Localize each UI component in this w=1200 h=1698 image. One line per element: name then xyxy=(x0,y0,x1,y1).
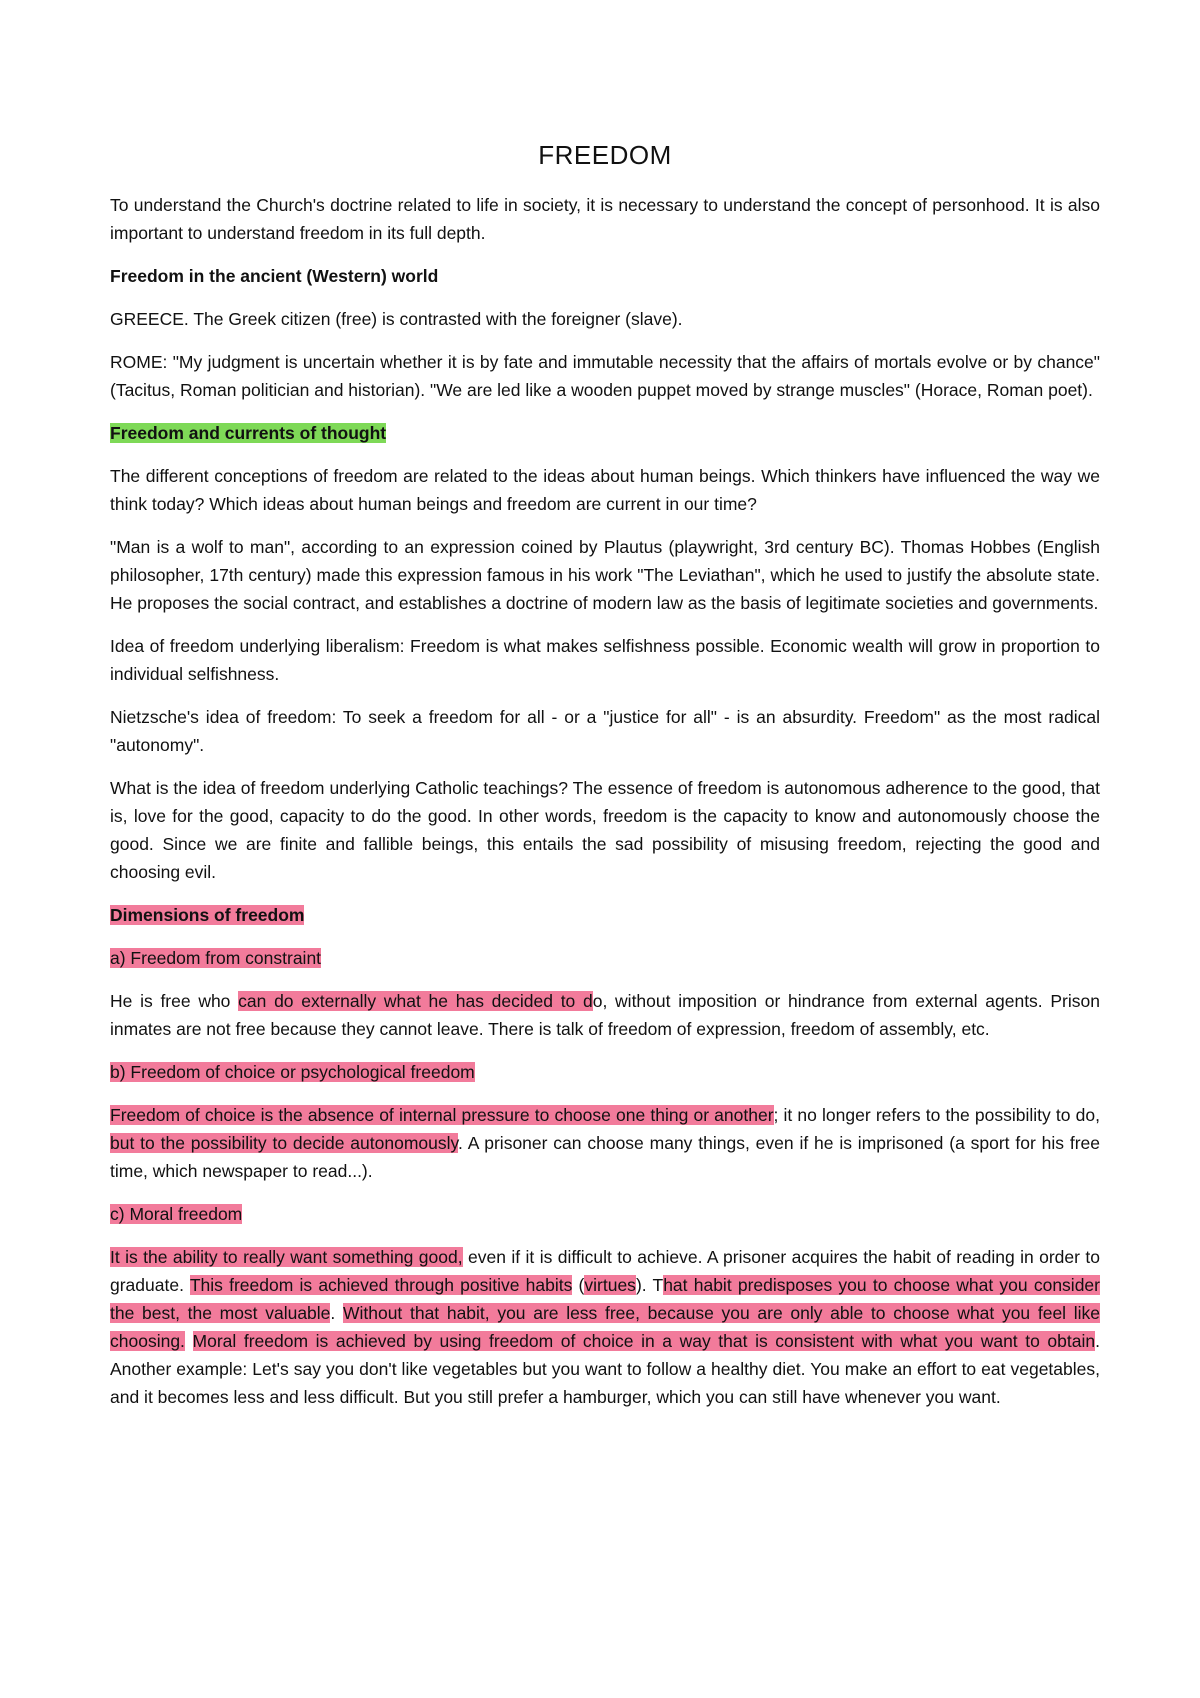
highlight: This freedom is achieved through positive habits xyxy=(189,1275,573,1295)
subheading-constraint xyxy=(110,944,1100,972)
section-heading-currents xyxy=(110,419,1100,447)
highlight: but to the possibility to decide autonomously xyxy=(110,1133,458,1153)
paragraph-greece: GREECE. The Greek citizen (free) is contrasted with the foreigner (slave). xyxy=(110,309,683,329)
highlight: can do externally what he has decided to d xyxy=(238,991,593,1011)
highlight: It is the ability to really want something good, xyxy=(110,1247,463,1267)
highlight: Without that habit, you are less free, because you are only able to choose what you feel like choosing. xyxy=(110,1303,1100,1351)
paragraph-hobbes: "Man is a wolf to man", according to an expression coined by Plautus (playwright, 3rd century BC). Thomas Hobbes (English philosopher, 17th century) made this expression famous in his work "The Leviathan", which he used to justify the absolute state. He proposes the social contract, and establishes a doctrine of modern law as the basis of legitimate societies and governments. xyxy=(110,537,1100,613)
highlight: c) Moral freedom xyxy=(110,1204,243,1224)
paragraph-conceptions: The different conceptions of freedom are related to the ideas about human beings. Which thinkers have influenced the way we think today? Which ideas about human beings and freedom are current in our time? xyxy=(110,466,1100,514)
paragraph-moral: It is the ability to really want something good, even if it is difficult to achieve. A prisoner acquires the habit of reading in order to graduate. This freedom is achieved through positive habits (virtues). That habit predisposes you to choose what you consider the best, the most valuable. Without that habit, you are less free, because you are only able to choose what you feel like choosing. Moral freedom is achieved by using freedom of choice in a way that is consistent with what you want to obtain. Another example: Let's say you don't like vegetables but you want to follow a healthy diet. You make an effort to eat vegetables, and it becomes less and less difficult. But you still prefer a hamburger, which you can still have whenever you want. xyxy=(110,1247,1100,1407)
paragraph-choice: Freedom of choice is the absence of internal pressure to choose one thing or another; it no longer refers to the possibility to do, but to the possibility to decide autonomously. A prisoner can choose many things, even if he is imprisoned (a sport for his free time, which newspaper to read...). xyxy=(110,1105,1100,1181)
highlight: hat habit predisposes you to choose what you consider the best, the most valuable xyxy=(110,1275,1100,1323)
paragraph-catholic: What is the idea of freedom underlying Catholic teachings? The essence of freedom is autonomous adherence to the good, that is, love for the good, capacity to do the good. In other words, freedom is the capacity to know and autonomously choose the good. Since we are finite and fallible beings, this entails the sad possibility of misusing freedom, rejecting the good and choosing evil. xyxy=(110,778,1100,882)
page-title: FREEDOM xyxy=(538,140,672,170)
highlight: Moral freedom is achieved by using freedom of choice in a way that is consistent with what you want to obtain xyxy=(192,1331,1096,1351)
intro-paragraph: To understand the Church's doctrine related to life in society, it is necessary to understand the concept of personhood. It is also important to understand freedom in its full depth. xyxy=(110,195,1100,243)
subheading-choice xyxy=(110,1058,1100,1086)
document-page xyxy=(110,140,1100,1426)
highlight: Dimensions of freedom xyxy=(110,905,305,925)
subheading-moral xyxy=(110,1200,1100,1228)
highlight: Freedom and currents of thought xyxy=(110,423,387,443)
paragraph-rome: ROME: "My judgment is uncertain whether it is by fate and immutable necessity that the affairs of mortals evolve or by chance" (Tacitus, Roman politician and historian). "We are led like a wooden puppet moved by strange muscles" (Horace, Roman poet). xyxy=(110,352,1100,400)
paragraph-nietzsche: Nietzsche's idea of freedom: To seek a freedom for all - or a "justice for all" - is an absurdity. Freedom" as the most radical "autonomy". xyxy=(110,707,1100,755)
paragraph-liberalism: Idea of freedom underlying liberalism: Freedom is what makes selfishness possible. Economic wealth will grow in proportion to individual selfishness. xyxy=(110,636,1100,684)
highlight: a) Freedom from constraint xyxy=(110,948,322,968)
section-heading-dimensions xyxy=(110,901,1100,929)
highlight: Freedom of choice is the absence of internal pressure to choose one thing or another xyxy=(110,1105,774,1125)
section-heading-ancient: Freedom in the ancient (Western) world xyxy=(110,266,439,286)
paragraph-constraint: He is free who can do externally what he has decided to do, without imposition or hindrance from external agents. Prison inmates are not free because they cannot leave. There is talk of freedom of expression, freedom of assembly, etc. xyxy=(110,991,1100,1039)
highlight: virtues xyxy=(584,1275,636,1295)
highlight: b) Freedom of choice or psychological freedom xyxy=(110,1062,475,1082)
